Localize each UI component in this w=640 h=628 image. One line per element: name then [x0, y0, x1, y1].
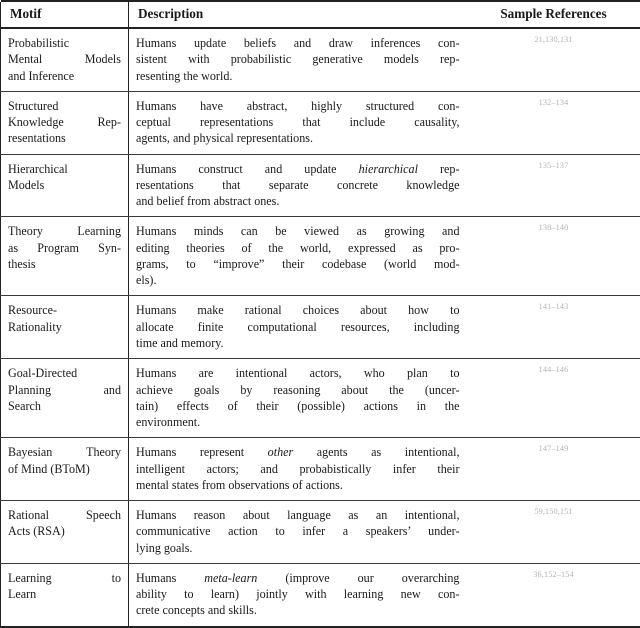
motif-cell-line: Rational Speech — [8, 507, 121, 523]
description-cell — [129, 563, 467, 626]
motif-cell-line: Rationality — [8, 319, 121, 335]
motif-cell — [1, 154, 129, 217]
description-cell-line: allocate finite computational resources, including — [136, 319, 460, 335]
description-cell — [129, 91, 467, 154]
table-header-row — [1, 2, 640, 28]
motif-cell-line: as Program Syn- — [8, 240, 121, 256]
motif-cell — [1, 28, 129, 91]
motif-cell-line: thesis — [8, 256, 121, 272]
table-row — [1, 28, 640, 91]
motif-cell-line: Bayesian Theory — [8, 444, 121, 460]
description-cell-line: Humans update beliefs and draw inferences con- — [136, 35, 460, 51]
references-cell: 141–143 — [467, 296, 640, 359]
table-row — [1, 296, 640, 359]
column-header-motif: Motif — [1, 2, 129, 28]
description-cell-line: communicative action to infer a speakers’ under- — [136, 523, 460, 539]
column-header-description: Description — [129, 2, 467, 28]
references-cell: 138–140 — [467, 217, 640, 296]
description-cell-line: achieve goals by reasoning about the (uncer- — [136, 382, 460, 398]
description-cell — [129, 217, 467, 296]
description-cell — [129, 359, 467, 438]
motif-cell — [1, 563, 129, 626]
description-cell-line: time and memory. — [136, 335, 460, 351]
motif-cell — [1, 501, 129, 564]
motif-cell-line: Goal-Directed — [8, 365, 121, 381]
motif-cell — [1, 296, 129, 359]
references-cell: 135–137 — [467, 154, 640, 217]
motif-cell-line: Learning to — [8, 570, 121, 586]
description-cell-line: editing theories of the world, expressed as pro- — [136, 240, 460, 256]
motif-cell-line: Hierarchical — [8, 161, 121, 177]
table-row — [1, 91, 640, 154]
references-cell: 21,130,131 — [467, 28, 640, 91]
motif-cell-line: Learn — [8, 586, 121, 602]
emphasis-term: other — [268, 445, 294, 459]
description-cell-line: Humans meta-learn (improve our overarching — [136, 570, 460, 586]
motif-cell — [1, 359, 129, 438]
emphasis-term: hierarchical — [359, 162, 418, 176]
references-cell: 59,150,151 — [467, 501, 640, 564]
motif-cell-line: Search — [8, 398, 121, 414]
motif-cell-line: Resource- — [8, 302, 121, 318]
description-cell-line: Humans construct and update hierarchical rep- — [136, 161, 460, 177]
motif-cell-line: Theory Learning — [8, 223, 121, 239]
description-cell-line: els). — [136, 272, 460, 288]
motif-cell-line: and Inference — [8, 68, 121, 84]
description-cell-line: sistent with probabilistic generative models rep- — [136, 51, 460, 67]
description-cell — [129, 438, 467, 501]
motif-cell — [1, 217, 129, 296]
description-cell-line: grams, to “improve” their codebase (world mod- — [136, 256, 460, 272]
description-cell-line: ceptual representations that include causality, — [136, 114, 460, 130]
references-cell: 36,152–154 — [467, 563, 640, 626]
description-cell-line: mental states from observations of actions. — [136, 477, 460, 493]
description-cell-line: crete concepts and skills. — [136, 602, 460, 618]
description-cell — [129, 296, 467, 359]
table-row — [1, 438, 640, 501]
motif-cell — [1, 91, 129, 154]
description-cell-line: Humans have abstract, highly structured con- — [136, 98, 460, 114]
motif-cell-line: Knowledge Rep- — [8, 114, 121, 130]
description-cell-line: resenting the world. — [136, 68, 460, 84]
description-cell — [129, 501, 467, 564]
motif-cell — [1, 438, 129, 501]
description-cell-line: intelligent actors; and probabistically infer their — [136, 461, 460, 477]
description-cell-line: environment. — [136, 414, 460, 430]
references-cell: 144–146 — [467, 359, 640, 438]
motif-cell-line: of Mind (BToM) — [8, 461, 121, 477]
description-cell-line: and belief from abstract ones. — [136, 193, 460, 209]
description-cell-line: ability to learn) jointly with learning new con- — [136, 586, 460, 602]
table-body — [1, 28, 640, 627]
column-header-references: Sample References — [467, 2, 640, 28]
motif-cell-line: Probabilistic — [8, 35, 121, 51]
description-cell-line: lying goals. — [136, 540, 460, 556]
description-cell-line: Humans reason about language as an intentional, — [136, 507, 460, 523]
description-cell-line: agents, and physical representations. — [136, 130, 460, 146]
motif-cell-line: Acts (RSA) — [8, 523, 121, 539]
motif-cell-line: resentations — [8, 130, 121, 146]
table-row — [1, 217, 640, 296]
references-cell: 132–134 — [467, 91, 640, 154]
table-row — [1, 563, 640, 626]
references-cell: 147–149 — [467, 438, 640, 501]
description-cell-line: Humans represent other agents as intentional, — [136, 444, 460, 460]
description-cell-line: Humans minds can be viewed as growing and — [136, 223, 460, 239]
table-header — [1, 1, 640, 28]
motif-cell-line: Mental Models — [8, 51, 121, 67]
description-cell-line: Humans are intentional actors, who plan to — [136, 365, 460, 381]
description-cell — [129, 154, 467, 217]
motif-cell-line: Models — [8, 177, 121, 193]
motif-cell-line: Planning and — [8, 382, 121, 398]
table-row — [1, 501, 640, 564]
table-row — [1, 154, 640, 217]
description-cell-line: Humans make rational choices about how to — [136, 302, 460, 318]
table-row — [1, 359, 640, 438]
description-cell — [129, 28, 467, 91]
description-cell-line: resentations that separate concrete knowledge — [136, 177, 460, 193]
emphasis-term: meta-learn — [204, 571, 257, 585]
motif-cell-line: Structured — [8, 98, 121, 114]
description-cell-line: tain) effects of their (possible) actions in the — [136, 398, 460, 414]
